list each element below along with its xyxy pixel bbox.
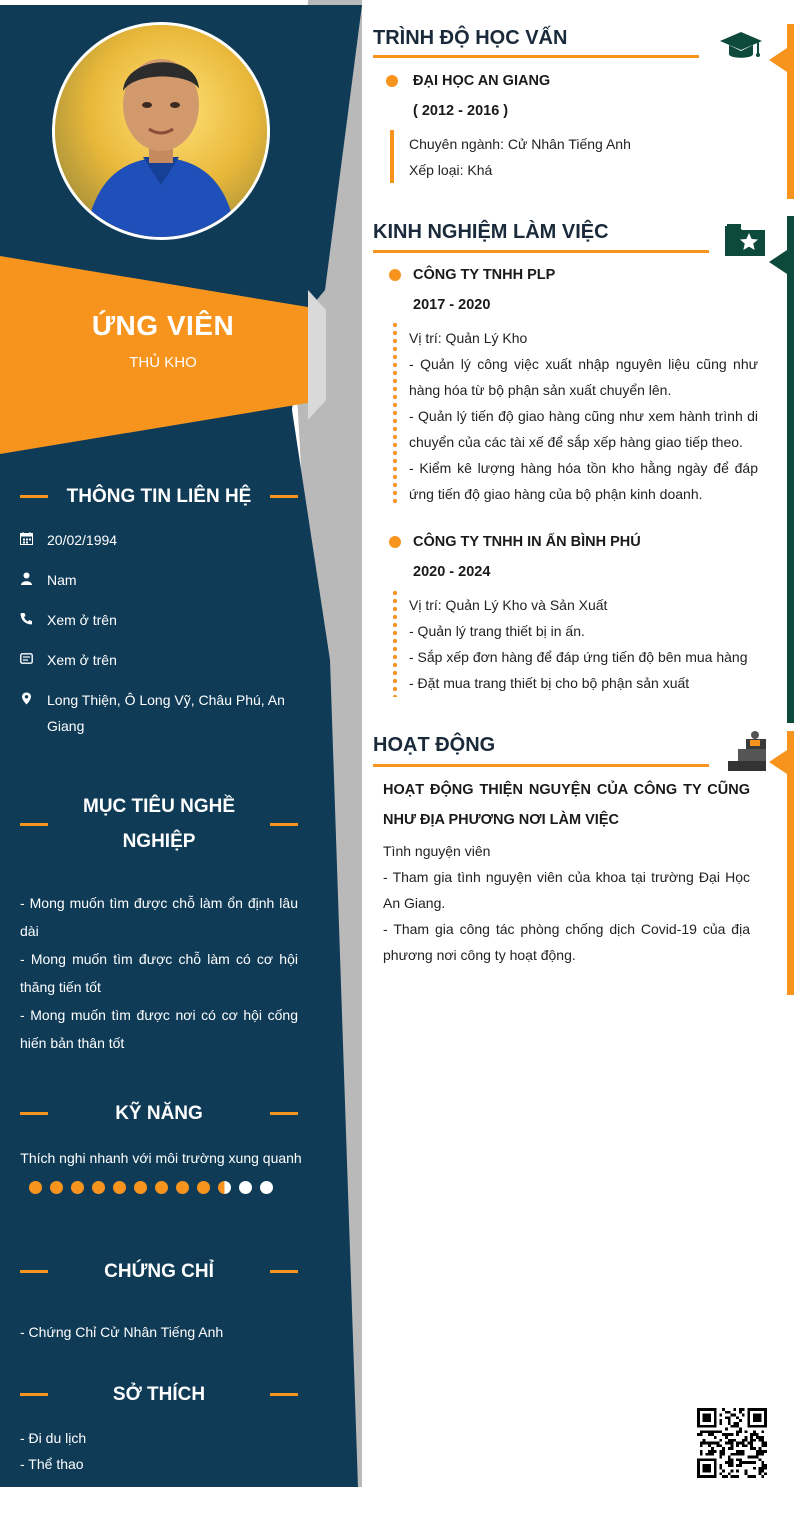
heading-dash	[270, 1270, 298, 1273]
email-icon	[20, 647, 47, 665]
school-years: ( 2012 - 2016 )	[413, 103, 509, 119]
contact-heading	[20, 479, 298, 514]
skill-dot	[239, 1181, 252, 1194]
location-icon	[20, 687, 47, 705]
heading-underline	[373, 764, 709, 767]
education-side-arrow	[769, 48, 787, 72]
contact-phone	[20, 607, 300, 633]
heading-dash	[20, 823, 48, 826]
contact-birthday	[20, 527, 300, 553]
education-side-bar	[787, 24, 794, 199]
avatar	[52, 22, 270, 240]
experience-side-bar	[787, 216, 794, 723]
heading-dash	[270, 1112, 298, 1115]
education-detail-line: Chuyên ngành: Cử Nhân Tiếng Anh	[409, 136, 631, 152]
job-detail-line: - Quản lý trang thiết bị in ấn.	[409, 623, 585, 639]
heading-dash	[270, 1393, 298, 1396]
job-detail-line: - Đặt mua trang thiết bị cho bộ phận sản xuất	[409, 675, 690, 691]
contact-birthday-value: 20/02/1994	[47, 532, 118, 548]
podium-icon	[728, 731, 766, 771]
activity-details	[383, 838, 750, 968]
skills-heading	[20, 1096, 298, 1131]
hobbies-heading-title: SỞ THÍCH	[112, 1384, 206, 1405]
activities-heading: HOẠT ĐỘNG	[373, 734, 496, 756]
candidate-name: ỨNG VIÊN	[91, 310, 235, 341]
hobbies-list	[20, 1425, 298, 1477]
education-detail-line: Xếp loại: Khá	[409, 162, 493, 178]
contact-list	[20, 527, 300, 753]
contact-address	[20, 687, 300, 739]
job-marker	[389, 536, 401, 548]
avatar-photo	[55, 25, 267, 237]
skill-dot	[50, 1181, 63, 1194]
job-timeline-dots	[393, 589, 397, 697]
job-details	[409, 325, 758, 507]
user-icon	[20, 567, 47, 585]
experience-heading: KINH NGHIỆM LÀM VIỆC	[373, 221, 609, 243]
skills-heading-title: KỸ NĂNG	[115, 1103, 203, 1124]
objective-line: - Mong muốn tìm được chỗ làm ổn định lâu dài	[20, 895, 298, 939]
skill-dot	[71, 1181, 84, 1194]
job-detail-line: Vị trí: Quản Lý Kho và Sản Xuất	[409, 597, 608, 613]
job-timeline-dots	[393, 321, 397, 507]
graduation-cap-icon	[720, 32, 762, 62]
contact-email-value: Xem ở trên	[47, 652, 117, 668]
objective-text	[20, 889, 298, 1057]
heading-underline	[373, 55, 699, 58]
phone-icon	[20, 607, 47, 625]
skill-dot	[176, 1181, 189, 1194]
job-detail-line: - Sắp xếp đơn hàng để đáp ứng tiến độ bên mua hàng	[409, 649, 748, 665]
heading-underline	[373, 250, 709, 253]
heading-dash	[20, 1270, 48, 1273]
certificate-item: - Chứng Chỉ Cử Nhân Tiếng Anh	[20, 1324, 224, 1340]
objective-heading-title: MỤC TIÊU NGHỀ NGHIỆP	[83, 796, 235, 852]
activities-side-arrow	[769, 750, 787, 774]
hobbies-heading	[20, 1377, 298, 1412]
activities-side-bar	[787, 731, 794, 995]
education-heading: TRÌNH ĐỘ HỌC VẤN	[373, 27, 568, 49]
job-years: 2020 - 2024	[413, 564, 491, 580]
activity-detail-line: - Tham gia tình nguyện viên của khoa tại trường Đại Học An Giang.	[383, 869, 750, 911]
job-detail-line: Vị trí: Quản Lý Kho	[409, 330, 528, 346]
skill-dot	[29, 1181, 42, 1194]
activity-detail-line: - Tham gia công tác phòng chống dịch Covid-19 của địa phương nơi công ty hoạt động.	[383, 921, 750, 963]
skill-dot	[197, 1181, 210, 1194]
contact-email	[20, 647, 300, 673]
qr-code[interactable]	[697, 1408, 767, 1478]
skill-dot	[218, 1181, 231, 1194]
calendar-icon	[20, 527, 47, 545]
contact-address-value: Long Thiện, Ô Long Vỹ, Châu Phú, An Giang	[47, 692, 285, 734]
education-details	[409, 131, 749, 183]
hobby-item: - Đi du lịch	[20, 1430, 87, 1446]
folder-star-icon	[725, 222, 765, 256]
certificates-heading	[20, 1254, 298, 1289]
skill-dot	[92, 1181, 105, 1194]
job-detail-line: - Kiểm kê lượng hàng hóa tồn kho hằng ngày để đáp ứng tiến độ giao hàng của bộ phận kinh doanh.	[409, 460, 758, 502]
job-detail-line: - Quản lý công việc xuất nhập nguyên liệu cũng như hàng hóa từ bộ phận sản xuất chuyển lên.	[409, 356, 758, 398]
activity-title: HOẠT ĐỘNG THIỆN NGUYỆN CỦA CÔNG TY CŨNG NHƯ ĐỊA PHƯƠNG NƠI LÀM VIỆC	[383, 782, 750, 828]
school-name: ĐẠI HỌC AN GIANG	[413, 73, 551, 89]
education-timeline-bar	[390, 130, 394, 183]
contact-gender	[20, 567, 300, 593]
objective-heading	[20, 789, 298, 859]
contact-phone-value: Xem ở trên	[47, 612, 117, 628]
skill-dot	[134, 1181, 147, 1194]
heading-dash	[270, 823, 298, 826]
skill-rating	[29, 1181, 273, 1194]
activity-detail-line: Tình nguyện viên	[383, 843, 491, 859]
skill-dot	[155, 1181, 168, 1194]
right-column	[360, 0, 800, 1513]
experience-side-arrow	[769, 250, 787, 274]
job-details	[409, 592, 758, 696]
job-detail-line: - Quản lý tiến độ giao hàng cũng như xem hành trình di chuyển của các tài xế để sắp xếp hàng giao tiếp theo.	[409, 408, 758, 450]
education-marker	[386, 75, 398, 87]
hobby-item: - Thể thao	[20, 1456, 84, 1472]
skill-name: Thích nghi nhanh với môi trường xung quanh	[20, 1150, 302, 1166]
certificates-heading-title: CHỨNG CHỈ	[104, 1261, 214, 1282]
heading-dash	[270, 495, 298, 498]
certificates-list	[20, 1318, 298, 1346]
contact-gender-value: Nam	[47, 572, 77, 588]
heading-dash	[20, 1112, 48, 1115]
heading-dash	[20, 1393, 48, 1396]
skill-dot	[113, 1181, 126, 1194]
heading-dash	[20, 495, 48, 498]
job-company: CÔNG TY TNHH IN ẤN BÌNH PHÚ	[413, 534, 641, 550]
job-years: 2017 - 2020	[413, 297, 491, 313]
objective-line: - Mong muốn tìm được chỗ làm có cơ hội thăng tiến tốt	[20, 951, 298, 995]
candidate-job-title: THỦ KHO	[129, 354, 197, 371]
skill-dot	[260, 1181, 273, 1194]
left-column	[0, 0, 330, 1513]
job-marker	[389, 269, 401, 281]
job-company: CÔNG TY TNHH PLP	[413, 267, 556, 283]
objective-line: - Mong muốn tìm được nơi có cơ hội cống hiến bản thân tốt	[20, 1007, 298, 1051]
contact-heading-title: THÔNG TIN LIÊN HỆ	[66, 486, 252, 507]
